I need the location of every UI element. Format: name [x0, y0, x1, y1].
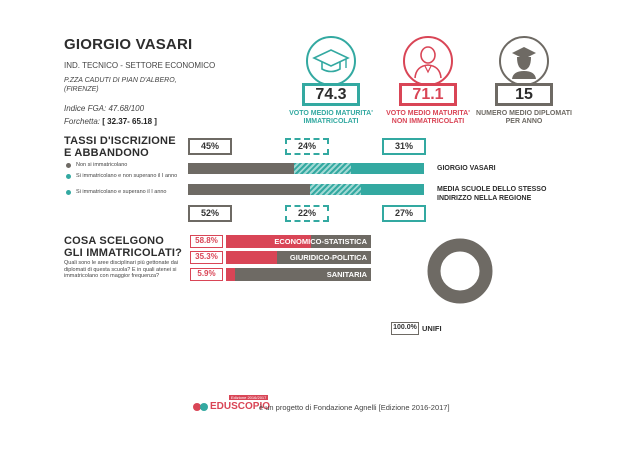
school-type: IND. TECNICO - SETTORE ECONOMICO — [64, 61, 216, 70]
university-pct-unifi: 100.0% — [391, 322, 419, 335]
kpi-diplomati-circle — [499, 36, 549, 86]
university-donut-chart — [425, 236, 495, 306]
fga-fork — [64, 117, 157, 126]
kpi-diplomati-value: 15 — [495, 83, 553, 106]
bar-segment-non-immatricolati — [188, 163, 294, 174]
graduation-cap-icon — [308, 38, 354, 84]
legend-dot — [66, 174, 71, 179]
region-pct-superano: 27% — [382, 205, 426, 222]
legend-label: Si immatricolano e superano il I anno — [76, 189, 167, 195]
footer-text: è un progetto di Fondazione Agnelli [Edizione 2016-2017] — [259, 403, 450, 412]
bar-segment-non-immatricolati — [188, 184, 310, 195]
choice-pct-economico: 58.8% — [190, 235, 223, 248]
legend-label: Si immatricolano e non superano il I anno — [76, 173, 178, 179]
legend-dot — [66, 190, 71, 195]
kpi-immatricolati-value: 74.3 — [302, 83, 360, 106]
kpi-non-immatricolati-caption: VOTO MEDIO MATURITA' NON IMMATRICOLATI — [386, 110, 470, 125]
choice-pct-sanitaria: 5.9% — [190, 268, 223, 281]
bar-segment-superano — [351, 163, 424, 174]
bar-segment-superano — [361, 184, 424, 195]
choice-bar-sanitaria — [226, 268, 371, 281]
kpi-immatricolati-circle — [306, 36, 356, 86]
choice-label-sanitaria: SANITARIA — [326, 270, 367, 279]
fork-value: [ 32.37- 65.18 ] — [102, 117, 157, 126]
legend-item-non-superano — [66, 173, 186, 180]
school-name: GIORGIO VASARI — [64, 36, 193, 53]
legend-item-non-immatricolati — [66, 162, 186, 169]
school-row-label: GIORGIO VASARI — [437, 165, 496, 172]
choice-bar-economico — [226, 235, 371, 248]
choice-bar-giuridico — [226, 251, 371, 264]
kpi-non-immatricolati-value: 71.1 — [399, 83, 457, 106]
kpi-diplomati-caption: NUMERO MEDIO DIPLOMATI PER ANNO — [476, 110, 572, 125]
eduscopio-logo-icon — [191, 400, 211, 414]
kpi-non-immatricolati-circle — [403, 36, 453, 86]
bar-segment-non-superano — [310, 184, 361, 195]
legend-dot — [66, 163, 71, 168]
enrollment-title: TASSI D'ISCRIZIONE E ABBANDONO — [64, 135, 176, 159]
choice-label-economico: ECONOMICO-STATISTICA — [274, 237, 367, 246]
legend-item-superano — [66, 189, 186, 196]
legend-label: Non si immatricolano — [76, 162, 128, 168]
school-stacked-bar — [188, 163, 424, 174]
region-pct-non-immatricolati: 52% — [188, 205, 232, 222]
region-row-label: MEDIA SCUOLE DELLO STESSO INDIRIZZO NELLA REGIONE — [437, 186, 547, 202]
donut-slice-unifi — [434, 245, 486, 297]
choices-question: Quali sono le aree disciplinari più gettonate dai diplomati di questa scuola? E in quali atenei si immatricolano con maggior frequenza? — [64, 260, 179, 279]
region-stacked-bar — [188, 184, 424, 195]
kpi-immatricolati-caption: VOTO MEDIO MATURITA' IMMATRICOLATI — [289, 110, 373, 125]
bar-segment-non-superano — [294, 163, 351, 174]
logo-edition-badge: Edizione 2016/2017 — [231, 395, 267, 400]
school-pct-non-immatricolati: 45% — [188, 138, 232, 155]
logo-text: EDUSCOPIO — [210, 401, 271, 412]
fga-index — [64, 104, 144, 113]
choices-title: COSA SCELGONO GLI IMMATRICOLATI? — [64, 235, 183, 259]
person-icon — [405, 38, 451, 84]
university-label-unifi: UNIFI — [422, 324, 442, 333]
region-pct-non-superano: 22% — [285, 205, 329, 222]
school-address: P.ZZA CADUTI DI PIAN D'ALBERO, (FIRENZE) — [64, 77, 177, 93]
choice-label-giuridico: GIURIDICO-POLITICA — [289, 253, 367, 262]
school-pct-non-superano: 24% — [285, 138, 329, 155]
choice-pct-giuridico: 35.3% — [190, 251, 223, 264]
school-pct-superano: 31% — [382, 138, 426, 155]
fork-label: Forchetta: — [64, 117, 101, 126]
fga-value: 47.68/100 — [108, 104, 145, 113]
graduate-avatar-icon — [501, 38, 547, 84]
fga-label: Indice FGA: — [64, 104, 107, 113]
